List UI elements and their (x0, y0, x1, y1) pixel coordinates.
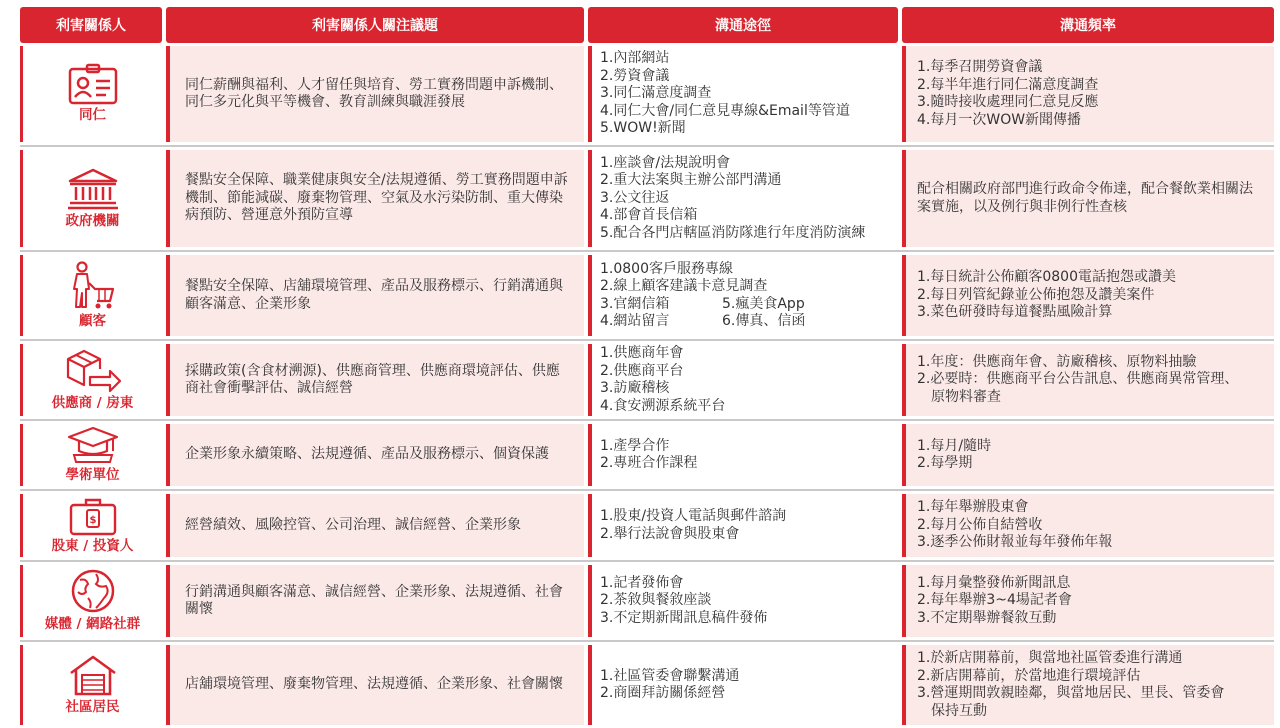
list-item: 3.同仁滿意度調查 (600, 85, 712, 102)
stakeholder-name: 媒體 / 網路社群 (44, 616, 141, 633)
list-item: 2.舉行法說會與股東會 (600, 525, 740, 542)
list-item: 1.年度：供應商年會、訪廠稽核、原物料抽驗 (917, 353, 1197, 370)
list-item: 保持互動 (931, 702, 987, 719)
header-stakeholder: 利害關係人 (20, 7, 162, 43)
list-item: 4.部會首長信箱 (600, 207, 698, 224)
stakeholder-cell (20, 46, 162, 142)
list-item: 2.每年舉辦3~4場記者會 (917, 592, 1072, 609)
shopping-cart-person-icon (69, 261, 117, 311)
frequency-cell (902, 255, 1274, 336)
list-item: 6.傳真、信函 (722, 313, 806, 329)
list-item: 1.於新店開幕前，與當地社區管委進行溝通 (917, 650, 1183, 666)
id-badge-icon (68, 63, 118, 105)
frequency-cell (902, 150, 1274, 247)
supplier-box-icon (64, 347, 122, 393)
frequency-cell (902, 565, 1274, 637)
list-item: 3.逐季公佈財報並每年發佈年報 (917, 534, 1113, 551)
list-item: 2.每日列管紀錄並公佈抱怨及讚美案件 (917, 286, 1155, 303)
table-row (20, 43, 1274, 147)
list-item: 1.0800客戶服務專線 (600, 260, 733, 277)
issues-cell (166, 344, 584, 416)
list-item: 1.每月/隨時 (917, 437, 992, 454)
svg-text:$: $ (89, 514, 96, 526)
list-item: 2.每半年進行同仁滿意度調查 (917, 76, 1099, 93)
table-row (20, 341, 1274, 421)
list-item: 1.記者發佈會 (600, 574, 684, 591)
list-item: 4.食安溯源系統平台 (600, 397, 726, 414)
list-item: 2.勞資會議 (600, 67, 670, 84)
issues-text: 經營績效、風險控管、公司治理、誠信經營、企業形象 (185, 516, 521, 533)
list-item: 2.必要時：供應商平台公告訊息、供應商異常管理、 (917, 371, 1239, 388)
issues-cell (166, 150, 584, 247)
globe-icon (70, 568, 116, 614)
stakeholder-cell (20, 255, 162, 336)
frequency-cell (902, 494, 1274, 557)
list-item: 2.每月公佈自結營收 (917, 516, 1043, 533)
channels-cell (588, 255, 898, 336)
channels-cell (588, 645, 898, 725)
frequency-text: 配合相關政府部門進行政命令佈達，配合餐飲業相關法案實施，以及例行與非例行性查核 (917, 181, 1253, 215)
stakeholder-cell (20, 344, 162, 416)
investor-briefcase-icon (68, 496, 118, 536)
list-item: 4.同仁大會/同仁意見專線&Email等管道 (600, 102, 850, 119)
stakeholder-name: 股東 / 投資人 (51, 537, 134, 554)
government-building-icon (66, 167, 120, 211)
house-icon (68, 653, 118, 697)
list-item: 3.菜色研發時每道餐點風險計算 (917, 304, 1113, 321)
issues-text: 餐點安全保障、店舖環境管理、產品及服務標示、行銷溝通與顧客滿意、企業形象 (185, 278, 563, 312)
table-row (20, 252, 1274, 341)
list-item: 5.瘋美食App (722, 295, 805, 312)
issues-cell (166, 424, 584, 486)
stakeholder-table (20, 7, 1274, 728)
table-row (20, 642, 1274, 728)
stakeholder-name: 同仁 (79, 107, 106, 124)
stakeholder-name: 社區居民 (65, 699, 120, 716)
channels-cell (588, 344, 898, 416)
list-item: 1.每年舉辦股東會 (917, 499, 1029, 516)
list-item: 3.不定期舉辦餐敘互動 (917, 609, 1057, 626)
list-item: 1.座談會/法規說明會 (600, 154, 731, 171)
issues-text: 餐點安全保障、職業健康與安全/法規遵循、勞工實務問題申訴機制、節能減碳、廢棄物管理、空氣及水污染防制、重大傳染病預防、營運意外預防宣導 (185, 172, 568, 224)
list-item: 3.營運期間敦親睦鄰，與當地居民、里長、管委會 (917, 685, 1225, 701)
stakeholder-cell (20, 645, 162, 725)
list-item: 3.官網信箱 (600, 295, 670, 312)
list-item: 3.不定期新聞訊息稿件發佈 (600, 609, 768, 626)
issues-text: 企業形象永續策略、法規遵循、產品及服務標示、個資保護 (185, 446, 549, 463)
table-header (20, 7, 1274, 43)
list-item: 2.專班合作課程 (600, 455, 698, 471)
stakeholder-cell (20, 494, 162, 557)
list-item: 1.供應商年會 (600, 345, 684, 361)
list-item: 1.社區管委會聯繫溝通 (600, 667, 740, 684)
stakeholder-name: 政府機關 (65, 212, 120, 229)
stakeholder-cell (20, 424, 162, 486)
list-item: 3.隨時接收處理同仁意見反應 (917, 94, 1099, 110)
channels-cell (588, 150, 898, 247)
frequency-cell (902, 344, 1274, 416)
frequency-cell (902, 645, 1274, 725)
list-item: 2.商圈拜訪關係經營 (600, 685, 726, 701)
issues-text: 店舖環境管理、廢棄物管理、法規遵循、企業形象、社會關懷 (185, 676, 563, 693)
list-item: 2.供應商平台 (600, 362, 684, 379)
table-row (20, 562, 1274, 642)
list-item: 4.每月一次WOW新聞傳播 (917, 111, 1082, 128)
list-item: 1.每季召開勞資會議 (917, 59, 1043, 75)
frequency-cell (902, 46, 1274, 142)
table-row (20, 491, 1274, 562)
list-item: 2.重大法案與主辦公部門溝通 (600, 172, 782, 189)
graduation-cap-icon (66, 425, 120, 465)
header-issues: 利害關係人關注議題 (166, 7, 584, 43)
issues-text: 採購政策(含食材溯源)、供應商管理、供應商環境評估、供應商社會衝擊評估、誠信經營 (185, 362, 560, 396)
list-item: 原物料審查 (931, 388, 1001, 405)
stakeholder-cell (20, 565, 162, 637)
list-item: 2.茶敘與餐敘座談 (600, 592, 712, 609)
list-item: 3.公文往返 (600, 189, 670, 206)
list-item: 1.產學合作 (600, 437, 670, 454)
list-item: 2.線上顧客建議卡意見調查 (600, 278, 768, 294)
list-item: 1.每日統計公佈顧客0800電話抱怨或讚美 (917, 269, 1176, 286)
list-item: 5.配合各門店轄區消防隊進行年度消防演練 (600, 224, 866, 241)
channels-cell (588, 46, 898, 142)
table-row (20, 147, 1274, 252)
stakeholder-name: 學術單位 (65, 467, 120, 484)
stakeholder-name: 供應商 / 房東 (51, 395, 134, 412)
stakeholder-cell (20, 150, 162, 247)
list-item: 1.每月彙整發佈新聞訊息 (917, 574, 1071, 591)
issues-cell (166, 46, 584, 142)
channels-cell (588, 494, 898, 557)
stakeholder-name: 顧客 (79, 312, 106, 329)
list-item: 4.網站留言 (600, 313, 670, 329)
header-frequency: 溝通頻率 (902, 7, 1274, 43)
channels-grid (600, 296, 805, 331)
frequency-cell (902, 424, 1274, 486)
issues-cell (166, 255, 584, 336)
issues-cell (166, 494, 584, 557)
channels-cell (588, 424, 898, 486)
list-item: 2.新店開幕前，於當地進行環境評估 (917, 667, 1141, 684)
header-channels: 溝通途徑 (588, 7, 898, 43)
issues-cell (166, 645, 584, 725)
list-item: 5.WOW!新聞 (600, 120, 686, 137)
issues-cell (166, 565, 584, 637)
list-item: 3.訪廠稽核 (600, 380, 670, 396)
issues-text: 同仁薪酬與福利、人才留任與培育、勞工實務問題申訴機制、同仁多元化與平等機會、教育訓練與職涯發展 (185, 76, 563, 110)
table-row (20, 421, 1274, 491)
list-item: 2.每學期 (917, 455, 973, 471)
list-item: 1.股東/投資人電話與郵件諮詢 (600, 508, 787, 524)
issues-text: 行銷溝通與顧客滿意、誠信經營、企業形象、法規遵循、社會關懷 (185, 583, 563, 617)
list-item: 1.內部網站 (600, 50, 670, 67)
channels-cell (588, 565, 898, 637)
